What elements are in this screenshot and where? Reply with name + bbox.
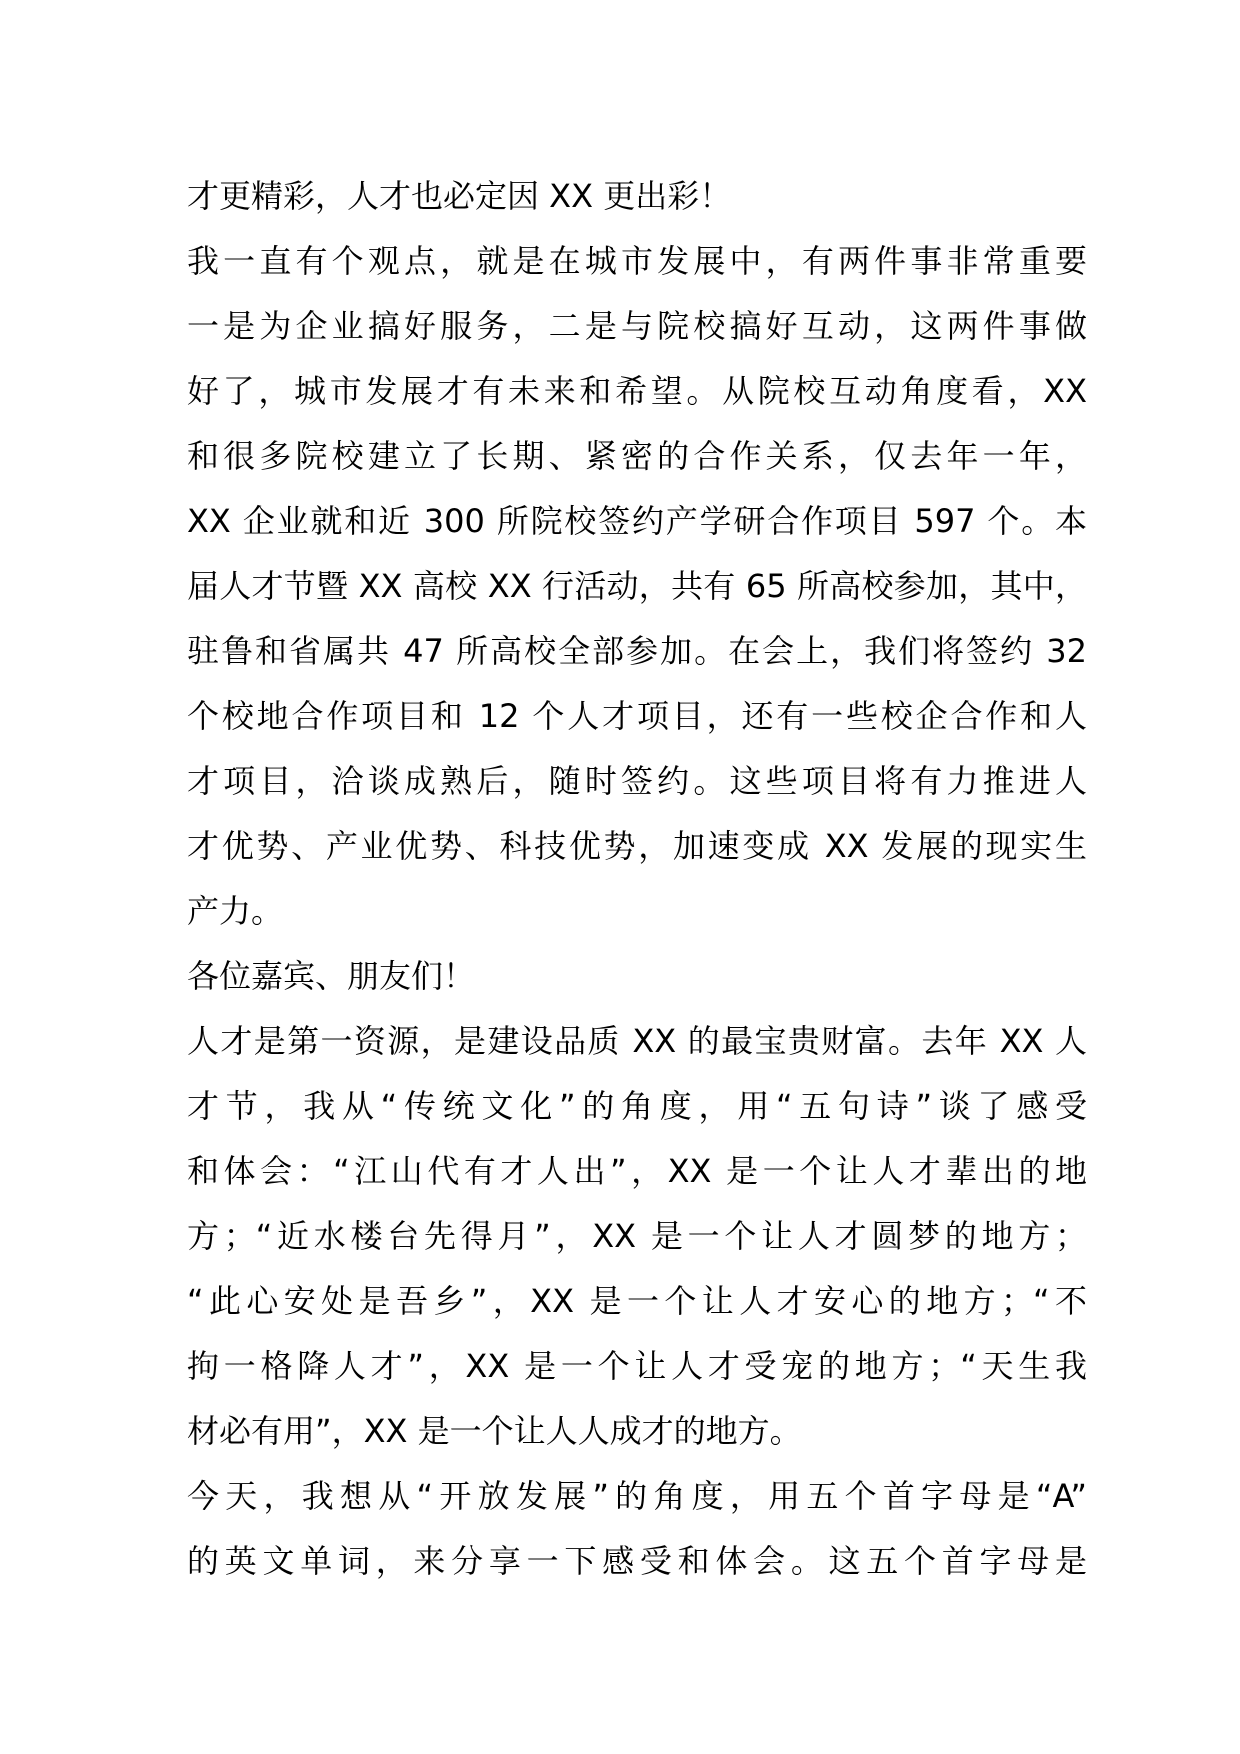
text-line: 一是为企业搞好服务，二是与院校搞好互动，这两件事做 <box>187 307 1087 345</box>
text-line: 才更精彩，人才也必定因 XX 更出彩！ <box>187 177 732 215</box>
text-line: 的英文单词，来分享一下感受和体会。这五个首字母是 <box>187 1542 1087 1580</box>
text-line: 和很多院校建立了长期、紧密的合作关系，仅去年一年， <box>187 437 1087 475</box>
text-line: 才项目，洽谈成熟后，随时签约。这些项目将有力推进人 <box>187 762 1087 800</box>
text-line: 驻鲁和省属共 47 所高校全部参加。在会上，我们将签约 32 <box>187 632 1087 670</box>
text-line: 才节，我从“传统文化”的角度，用“五句诗”谈了感受 <box>187 1087 1087 1125</box>
text-line: 产力。 <box>187 892 284 930</box>
text-line: 材必有用”，XX 是一个让人人成才的地方。 <box>187 1412 802 1450</box>
document-body <box>187 164 1087 1594</box>
text-line: 我一直有个观点，就是在城市发展中，有两件事非常重要 <box>187 242 1087 280</box>
text-line: 人才是第一资源，是建设品质 XX 的最宝贵财富。去年 XX 人 <box>187 1022 1087 1060</box>
text-line: 今天，我想从“开放发展”的角度，用五个首字母是“A” <box>187 1477 1087 1515</box>
text-line: 届人才节暨 XX 高校 XX 行活动，共有 65 所高校参加，其中， <box>187 567 1087 605</box>
text-line: 个校地合作项目和 12 个人才项目，还有一些校企合作和人 <box>187 697 1087 735</box>
text-line: 拘一格降人才”，XX 是一个让人才受宠的地方；“天生我 <box>187 1347 1087 1385</box>
text-line: 才优势、产业优势、科技优势，加速变成 XX 发展的现实生 <box>187 827 1087 865</box>
text-line: 好了，城市发展才有未来和希望。从院校互动角度看，XX <box>187 372 1087 410</box>
text-line: 方；“近水楼台先得月”，XX 是一个让人才圆梦的地方； <box>187 1217 1087 1255</box>
text-line: “此心安处是吾乡”，XX 是一个让人才安心的地方；“不 <box>187 1282 1087 1320</box>
text-line: 和体会：“江山代有才人出”，XX 是一个让人才辈出的地 <box>187 1152 1087 1190</box>
text-line: 各位嘉宾、朋友们！ <box>187 957 476 995</box>
text-line: XX 企业就和近 300 所院校签约产学研合作项目 597 个。本 <box>187 502 1087 540</box>
